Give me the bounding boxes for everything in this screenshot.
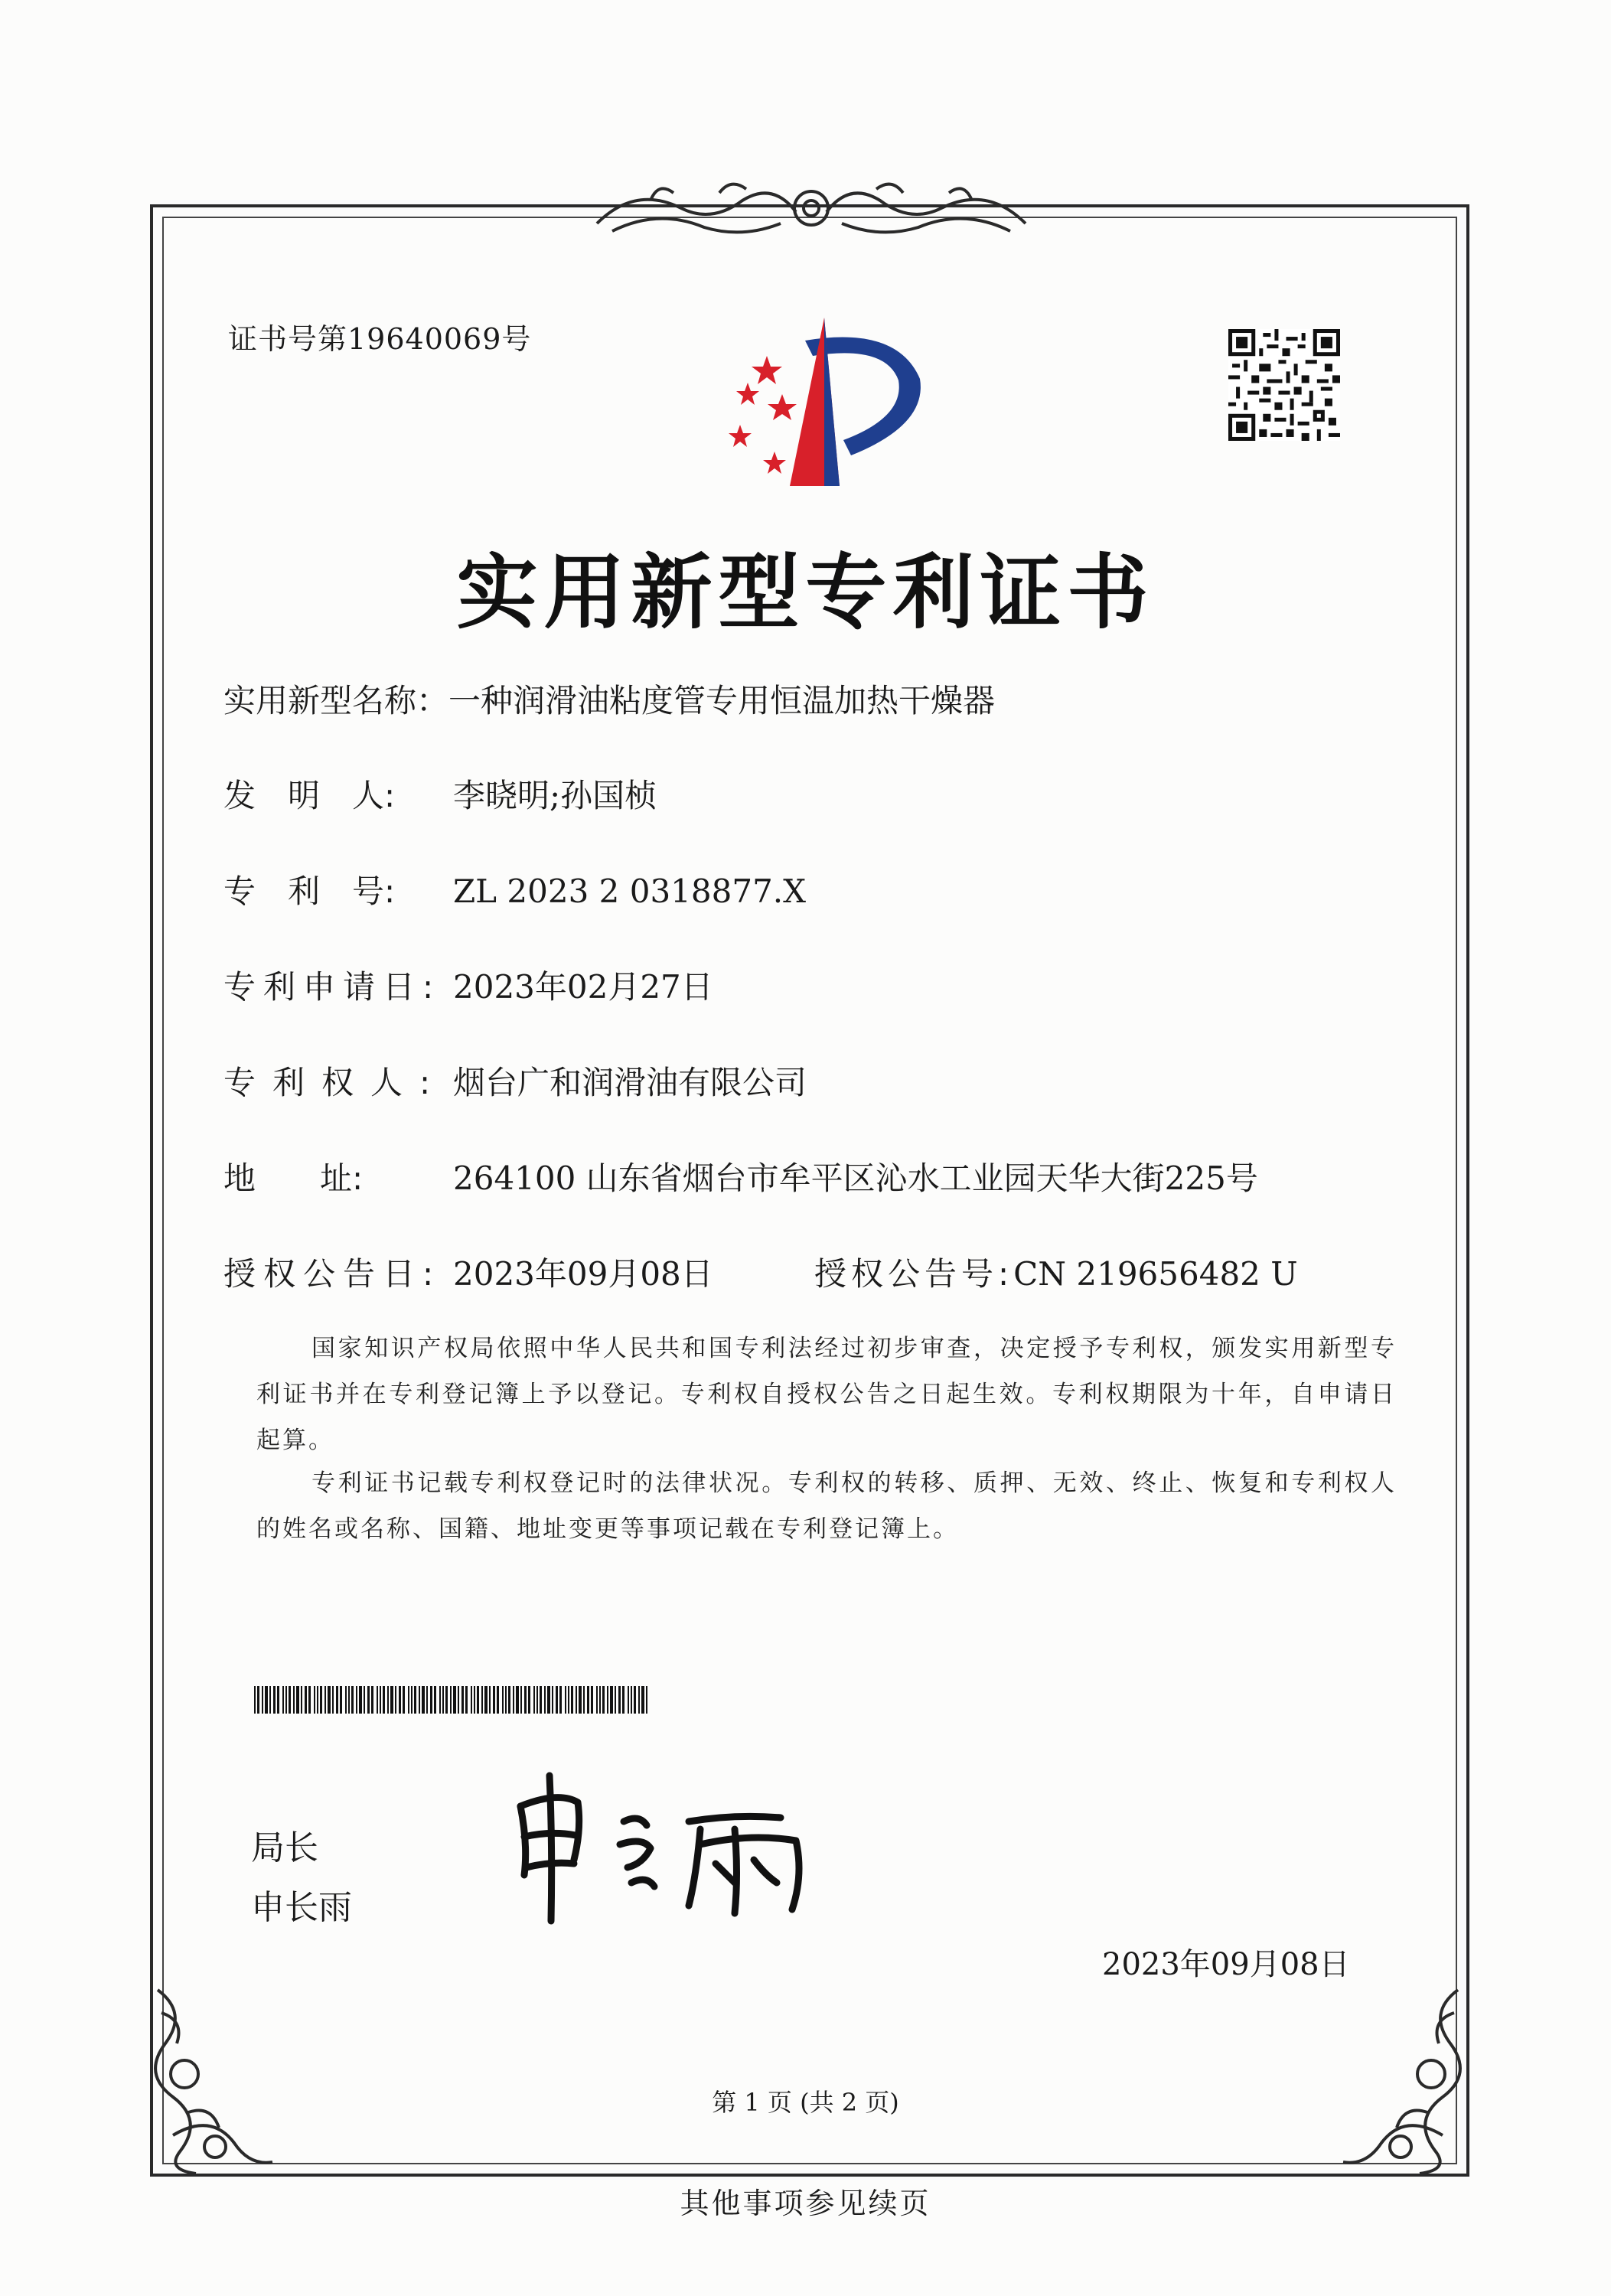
director-title: 局长 xyxy=(251,1828,318,1867)
patentee-value: 烟台广和润滑油有限公司 xyxy=(453,1064,807,1101)
grant-date-row xyxy=(223,1249,713,1295)
address-label: 地 址: xyxy=(223,1159,364,1197)
grant-date-label: 授权公告日: xyxy=(223,1255,442,1293)
bottom-left-ornament xyxy=(142,1982,280,2181)
certificate-title: 实用新型专利证书 xyxy=(456,546,1155,640)
director-name: 申长雨 xyxy=(251,1888,352,1927)
filing-date-label: 专利申请日: xyxy=(223,968,442,1006)
address-value: 264100 山东省烟台市牟平区沁水工业园天华大街225号 xyxy=(453,1159,1258,1197)
filing-date-row xyxy=(223,962,713,1008)
legal-paragraph-2: 专利证书记载专利权登记时的法律状况。专利权的转移、质押、无效、终止、恢复和专利权人的姓名或名称、国籍、地址变更等事项记载在专利登记簿上。 xyxy=(256,1469,1397,1543)
utility-model-name-value: 一种润滑油粘度管专用恒温加热干燥器 xyxy=(448,682,996,719)
grant-number-label: 授权公告号: xyxy=(814,1255,1014,1293)
director-signature xyxy=(505,1760,842,1929)
grant-number-row xyxy=(814,1249,1298,1295)
grant-date-value: 2023年09月08日 xyxy=(453,1255,713,1293)
patent-number-label: 专 利 号: xyxy=(223,872,396,910)
utility-model-name-label: 实用新型名称： xyxy=(223,682,449,719)
signing-date: 2023年09月08日 xyxy=(1102,1947,1350,1982)
patentee-label: 专利权人: xyxy=(223,1064,448,1101)
top-dragon-ornament xyxy=(589,170,1033,246)
patent-number-value: ZL 2023 2 0318877.X xyxy=(453,872,807,910)
barcode-icon xyxy=(254,1686,652,1714)
utility-model-name-row xyxy=(223,676,995,722)
grant-number-value: CN 219656482 U xyxy=(1013,1255,1298,1293)
director-block xyxy=(251,1818,352,1938)
page-number: 第 1 页 (共 2 页) xyxy=(712,2088,899,2117)
inventor-value: 李晓明;孙国桢 xyxy=(453,777,657,814)
address-row xyxy=(223,1153,1258,1199)
patent-number-row xyxy=(223,866,806,912)
qr-code-icon xyxy=(1228,329,1340,441)
cnipa-emblem-icon xyxy=(698,310,928,494)
legal-paragraph-1: 国家知识产权局依照中华人民共和国专利法经过初步审查，决定授予专利权，颁发实用新型专利证书并在专利登记簿上予以登记。专利权自授权公告之日起生效。专利权期限为十年，自申请日起算。 xyxy=(256,1335,1397,1454)
inventor-label: 发 明 人: xyxy=(223,777,396,814)
patentee-row xyxy=(223,1058,807,1104)
filing-date-value: 2023年02月27日 xyxy=(453,968,713,1006)
certificate-number: 证书号第19640069号 xyxy=(228,322,532,356)
footer-note: 其他事项参见续页 xyxy=(680,2187,931,2220)
bottom-right-ornament xyxy=(1335,1982,1473,2181)
inventor-row xyxy=(223,771,657,817)
